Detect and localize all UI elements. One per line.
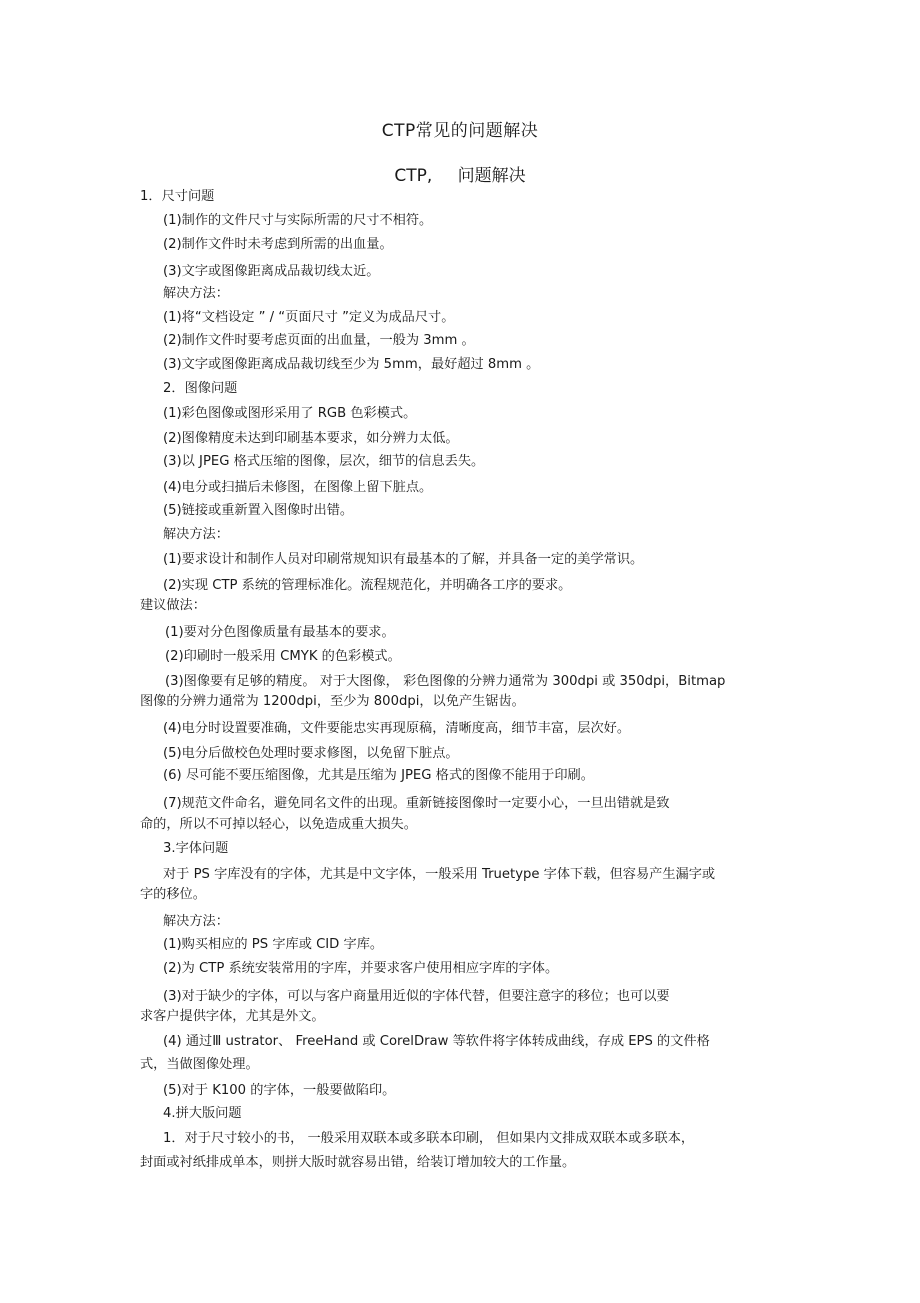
- text-line: (2)制作文件时要考虑页面的出血量，一般为 3mm 。: [163, 333, 475, 348]
- text-line: (2)印刷时一般采用 CMYK 的色彩模式。: [165, 649, 401, 664]
- document-subtitle: CTP, 问题解决: [394, 166, 526, 186]
- text-line: (3)图像要有足够的精度。 对于大图像， 彩色图像的分辨力通常为 300dpi 或 350dpi，Bitmap: [165, 674, 726, 689]
- text-line: (2)制作文件时未考虑到所需的出血量。: [163, 237, 393, 252]
- text-line: 图像的分辨力通常为 1200dpi，至少为 800dpi，以免产生锯齿。: [140, 694, 525, 709]
- text-line: 封面或衬纸排成单本，则拼大版时就容易出错，给装订增加较大的工作量。: [140, 1155, 576, 1170]
- text-line: (1)要对分色图像质量有最基本的要求。: [165, 625, 395, 640]
- section-heading-size: 1．尺寸问题: [140, 189, 215, 204]
- text-line: (2)实现 CTP 系统的管理标准化。流程规范化，并明确各工序的要求。: [163, 578, 572, 593]
- text-line: 式，当做图像处理。: [140, 1057, 259, 1072]
- text-line: (6) 尽可能不要压缩图像，尤其是压缩为 JPEG 格式的图像不能用于印刷。: [163, 768, 594, 783]
- text-line: (5)对于 K100 的字体，一般要做陷印。: [163, 1083, 396, 1098]
- text-line: (3)文字或图像距离成品裁切线太近。: [163, 264, 380, 279]
- section-heading-font: 3.字体问题: [163, 841, 229, 856]
- text-line: (7)规范文件命名，避免同名文件的出现。重新链接图像时一定要小心，一旦出错就是致: [163, 796, 670, 811]
- text-line: (4) 通过Ⅲ ustrator、 FreeHand 或 CorelDraw 等软件将字体转成曲线，存成 EPS 的文件格: [163, 1034, 710, 1049]
- text-line: 解决方法：: [163, 914, 229, 929]
- document-title: CTP常见的问题解决: [381, 121, 539, 141]
- text-line: (3)对于缺少的字体，可以与客户商量用近似的字体代替，但要注意字的移位；也可以要: [163, 989, 670, 1004]
- text-line: 命的，所以不可掉以轻心，以免造成重大损失。: [140, 817, 417, 832]
- text-line: (1)要求设计和制作人员对印刷常规知识有最基本的了解，并具备一定的美学常识。: [163, 552, 644, 567]
- text-line: (1)购买相应的 PS 字库或 CID 字库。: [163, 937, 384, 952]
- text-line: 求客户提供字体，尤其是外文。: [140, 1009, 325, 1024]
- text-line: 1．对于尺寸较小的书， 一般采用双联本或多联本印刷， 但如果内文排成双联本或多联本，: [163, 1131, 695, 1146]
- text-line: (2)为 CTP 系统安装常用的字库，并要求客户使用相应字库的字体。: [163, 961, 559, 976]
- text-line: 对于 PS 字库没有的字体，尤其是中文字体，一般采用 Truetype 字体下载，但容易产生漏字或: [163, 867, 716, 882]
- text-line: 建议做法：: [140, 598, 206, 613]
- section-heading-image: 2．图像问题: [163, 381, 238, 396]
- text-line: 字的移位。: [140, 887, 206, 902]
- text-line: 解决方法：: [163, 286, 229, 301]
- text-line: (1)将“文档设定 ” / “页面尺寸 ”定义为成品尺寸。: [163, 310, 455, 325]
- text-line: 解决方法：: [163, 527, 229, 542]
- text-line: (3)以 JPEG 格式压缩的图像，层次，细节的信息丢失。: [163, 454, 485, 469]
- text-line: (5)链接或重新置入图像时出错。: [163, 503, 354, 518]
- text-line: (1)制作的文件尺寸与实际所需的尺寸不相符。: [163, 213, 433, 228]
- text-line: (4)电分时设置要准确，文件要能忠实再现原稿，清晰度高，细节丰富，层次好。: [163, 721, 631, 736]
- text-line: (2)图像精度未达到印刷基本要求，如分辨力太低。: [163, 431, 459, 446]
- text-line: (3)文字或图像距离成品裁切线至少为 5mm，最好超过 8mm 。: [163, 357, 540, 372]
- text-line: (5)电分后做校色处理时要求修图，以免留下脏点。: [163, 746, 459, 761]
- section-heading-imposition: 4.拼大版问题: [163, 1106, 242, 1121]
- text-line: (1)彩色图像或图形采用了 RGB 色彩模式。: [163, 406, 417, 421]
- text-line: (4)电分或扫描后未修图，在图像上留下脏点。: [163, 480, 433, 495]
